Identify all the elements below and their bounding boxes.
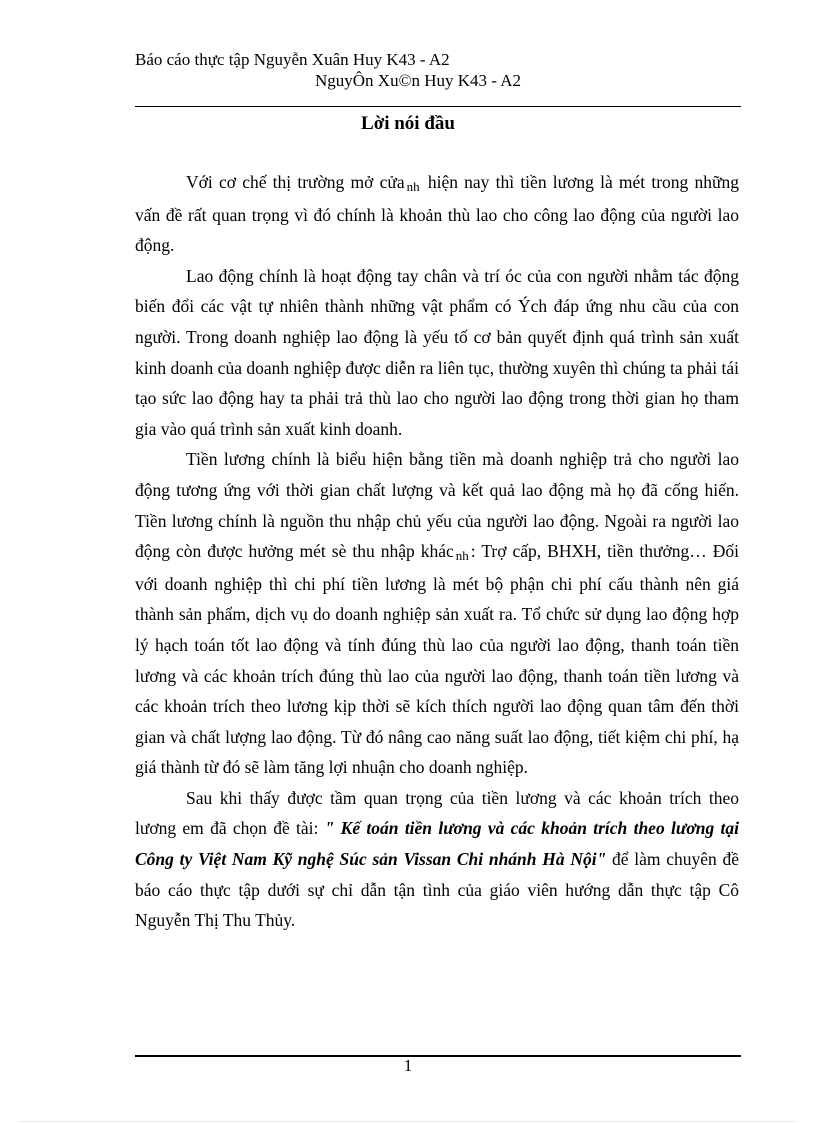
paragraph-3-text-a: Tiền lương chính là biểu hiện bằng tiền mà doanh nghiệp trả cho người lao động tương ứng với thời gian chất lượng và kết quả lao động mà họ đã cống hiến. Tiền lương chính là nguồn thu nhập chủ yếu của người lao động. Ngoài ra người lao động còn được hưởng mét sè thu nhập khác (135, 449, 739, 562)
paragraph-2: Lao động chính là hoạt động tay chân và trí óc của con người nhằm tác động biến đổi các vật tự nhiên thành những vật phẩm có Ých đáp ứng nhu cầu của con người. Trong doanh nghiệp lao động là yếu tố cơ bản quyết định quá trình sản xuất kinh doanh của doanh nghiệp được diễn ra liên tục, thường xuyên thì chúng ta phải tái tạo sức lao động hay ta phải trả thù lao cho người lao động trong thời gian họ tham gia vào quá trình sản xuất kinh doanh. (135, 265, 739, 439)
document-body (135, 167, 739, 936)
paragraph-3 (135, 444, 739, 783)
page-title: Lời nói đầu (361, 113, 455, 134)
paragraph-4-text-b: để làm chuyên đề báo cáo thực tập dưới sự chỉ dẫn tận tình của giáo viên hướng dẫn thực tập Cô Nguyễn Thị Thu Thủy. (135, 849, 739, 931)
header-line-1: Báo cáo thực tập Nguyễn Xuân Huy K43 - A2 (135, 50, 450, 69)
thesis-topic: " Kế toán tiền lương và các khoản trích theo lương tại Công ty Việt Nam Kỹ nghệ Súc sản Vissan Chi nhánh Hà Nội" (135, 818, 739, 870)
header-divider (135, 106, 741, 107)
paragraph-1-subscript: nh (406, 179, 420, 194)
paragraph-4 (135, 783, 739, 936)
paragraph-3-subscript: nh (455, 548, 469, 564)
paragraph-1 (135, 167, 739, 261)
paragraph-3-text-b: : Trợ cấp, BHXH, tiền thưởng… Đối với doanh nghiệp thì chi phí tiền lương là mét bộ phận chi phí cấu thành nên giá thành sản phẩm, dịch vụ do doanh nghiệp sản xuất ra. Tổ chức sử dụng lao động hợp lý hạch toán tốt lao động và tính đúng thù lao của người lao động, thanh toán tiền lương và các khoản trích đúng thù lao của người lao động, thanh toán tiền lương và các khoản trích theo lương kịp thời sẽ kích thích người lao động quan tâm đến thời gian và chất lượng lao động. Từ đó nâng cao năng suất lao động, tiết kiệm chi phí, hạ giá thành từ đó sẽ làm tăng lợi nhuận cho doanh nghiệp. (135, 541, 739, 778)
header-line-2: NguyÔn Xu©n Huy K43 - A2 (315, 71, 522, 90)
paragraph-4-text-a: Sau khi thấy được tầm quan trọng của tiền lương và các khoản trích theo lương em đã chọn đề tài: (135, 787, 739, 839)
paragraph-1-text-b: hiện nay thì tiền lương là mét trong những vấn đề rất quan trọng vì đó chính là khoản thù lao cho công lao động của người lao động. (135, 172, 740, 256)
paragraph-1-text-a: Với cơ chế thị trường mở cửa (186, 172, 405, 192)
page-number: 1 (403, 1056, 413, 1075)
page-edge-dotted-line (20, 1121, 796, 1122)
